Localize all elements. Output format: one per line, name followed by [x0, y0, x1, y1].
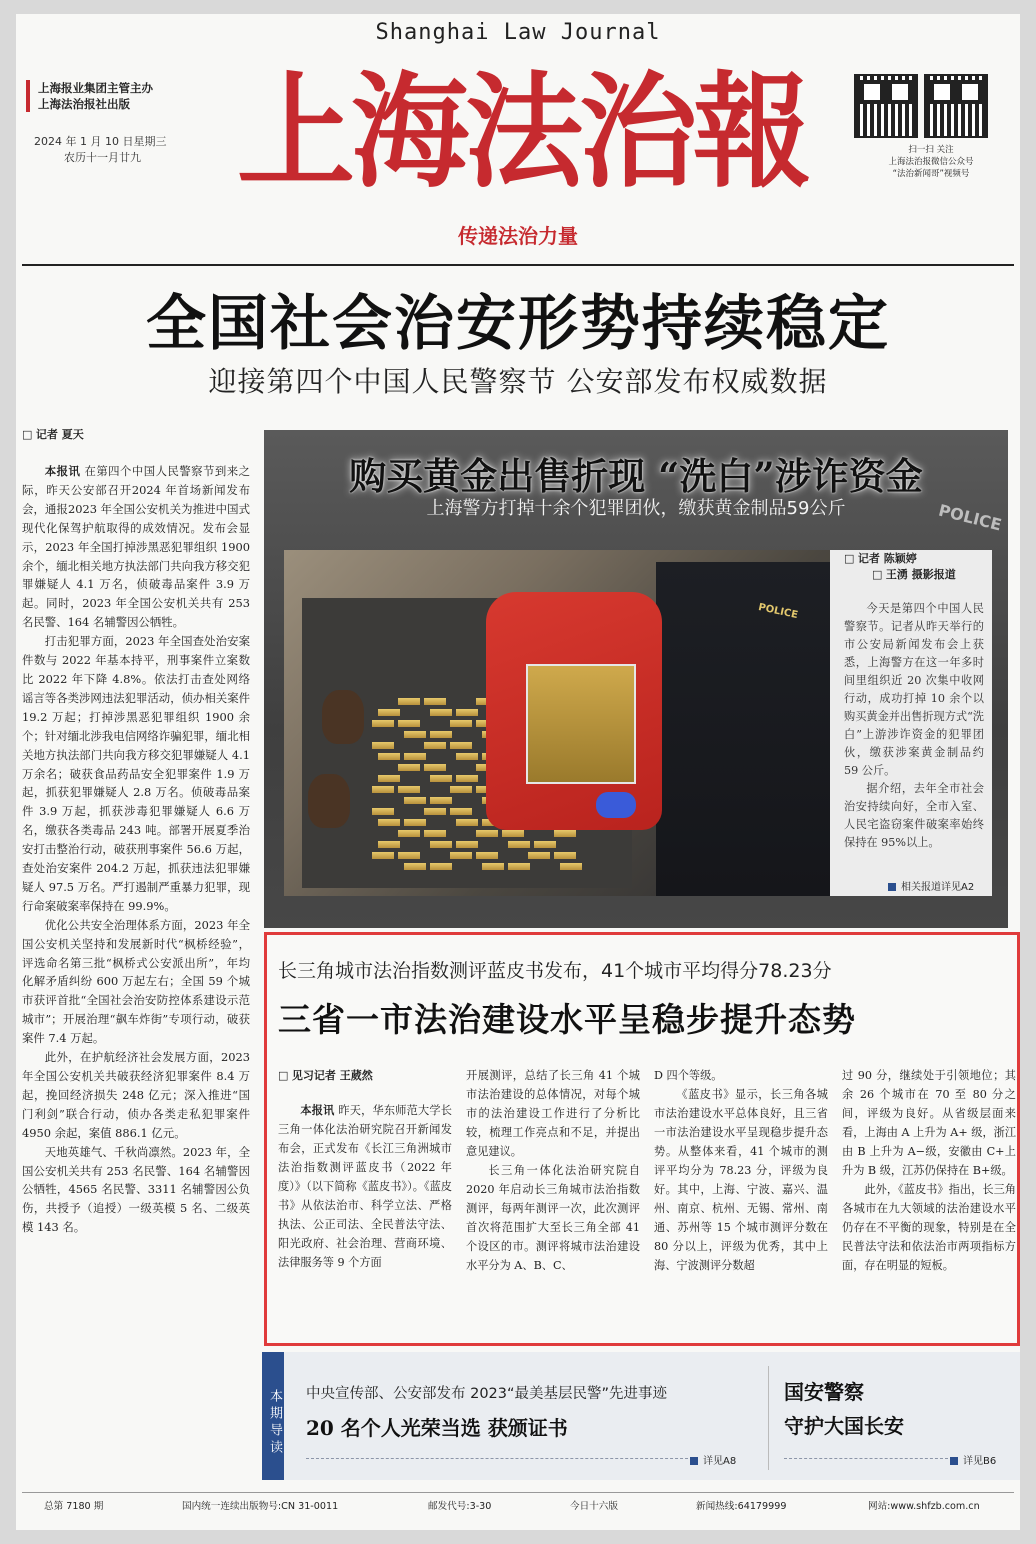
photo-gold-bar — [430, 731, 452, 738]
gold-paragraph-1: 今天是第四个中国人民警察节。记者从昨天举行的市公安局新闻发布会上获悉，上海警方在这一年多时间里组织近 20 次集中收网行动，成功打掉 10 余个以购买黄金并出售折现方式“洗白”上游涉诈资金的犯罪团伙，缴获涉案黄金制品约 59 公斤。 — [844, 602, 984, 777]
police-watermark: POLICE — [936, 500, 1004, 535]
publisher-info — [26, 80, 226, 112]
index-lead-tag: 本报讯 — [300, 1104, 335, 1117]
guide-side-label: 本期导读 — [262, 1352, 284, 1480]
footer-cn-number: 国内统一连续出版物号:CN 31-0011 — [182, 1501, 339, 1512]
photo-gold-bar — [378, 841, 400, 848]
english-title: Shanghai Law Journal — [375, 20, 661, 45]
photo-gold-bar — [404, 753, 426, 760]
wechat-qr-code[interactable] — [854, 74, 918, 138]
photo-gold-bar — [554, 852, 576, 859]
photo-gold-bar — [424, 742, 446, 749]
footer-page-count: 今日十六版 — [570, 1501, 618, 1512]
index-kicker: 长三角城市法治指数测评蓝皮书发布，41个城市平均得分78.23分 — [278, 960, 832, 982]
masthead-slogan: 传递法治力量 — [458, 224, 578, 248]
photo-gold-bar — [534, 841, 556, 848]
guide-right-line-1[interactable]: 国安警察 — [784, 1380, 864, 1404]
index-byline: □ 见习记者 王葳然 — [278, 1066, 452, 1085]
lead-paragraph-text: 在第四个中国人民警察节到来之际，昨天公安部召开2024 年首场新闻发布会，通报2023 年全国公安机关为推进中国式现代化保驾护航取得的成效情况。发布会显示，2023 年全国打掉涉黑恶犯罪组织 1900 余个，缅北相关地方执法部门共向我方移交犯罪嫌疑人 4.1 万名，侦破毒品案件 3.9 万起。同时，2023 年全国公安机关共有 253 名民警、164 名辅警因公牺牲。 — [22, 464, 250, 630]
photo-gold-bar — [456, 753, 478, 760]
photo-gold-bar — [398, 720, 420, 727]
guide-right-rule — [784, 1458, 948, 1459]
photo-gold-bar — [398, 764, 420, 771]
photo-gold-bar — [424, 808, 446, 815]
footer-website[interactable]: 网站:www.shfzb.com.cn — [868, 1501, 980, 1512]
gold-story-column — [844, 550, 984, 852]
lead-story-column — [22, 426, 250, 1237]
photo-gold-bar — [404, 819, 426, 826]
photo-police-bear — [308, 774, 350, 828]
photo-gold-bar — [404, 731, 426, 738]
photo-gold-bar — [456, 819, 478, 826]
index-column-2 — [466, 1066, 640, 1275]
photo-gold-bar — [378, 819, 400, 826]
photo-police-bear — [322, 690, 364, 744]
photo-gold-bar — [430, 775, 452, 782]
index-column-4 — [842, 1066, 1016, 1275]
index-column-4-text-a: 过 90 分，继续处于引领地位；其余 26 个城市在 70 至 80 分之间，评级为良好。从省级层面来看，上海由 A 上升为 A+ 级，浙江由 B 上升为 A−级，安徽由 C+上升为 B 级，江苏仍保持在 B+级。 — [842, 1069, 1017, 1177]
photo-gold-bar — [450, 852, 472, 859]
photo-gold-bar — [424, 764, 446, 771]
masthead-title: 上海法治報 — [236, 58, 807, 205]
lead-tag: 本报讯 — [44, 464, 81, 478]
guide-left-kicker: 中央宣传部、公安部发布 2023“最美基层民警”先进事迹 — [306, 1386, 668, 1402]
lead-subhead: 迎接第四个中国人民警察节 公安部发布权威数据 — [208, 365, 828, 398]
gold-paragraph-2: 据介绍，去年全市社会治安持续向好，全市入室、人民宅盗窃案件破案率始终保持在 95%以上。 — [844, 782, 984, 849]
photo-gold-bar — [560, 863, 582, 870]
photo-gold-bar — [430, 841, 452, 848]
photo-gold-bar — [404, 797, 426, 804]
photo-gold-bar — [378, 709, 400, 716]
photo-gold-bar — [424, 698, 446, 705]
date-info — [34, 134, 166, 166]
index-column-3-text-a: D 四个等级。 — [654, 1069, 723, 1082]
photo-gold-bar — [456, 841, 478, 848]
photo-gold-bar — [372, 786, 394, 793]
guide-left-headline[interactable]: 20 名个人光荣当选 获颁证书 — [306, 1416, 568, 1440]
photo-blue-glove — [596, 792, 636, 818]
gold-subhead: 上海警方打掉十余个犯罪团伙，缴获黄金制品59公斤 — [426, 498, 846, 519]
photo-gold-bar — [476, 852, 498, 859]
index-column-3 — [654, 1066, 828, 1275]
publisher-line-2: 上海法治报社出版 — [38, 97, 130, 111]
lead-paragraph-1 — [22, 462, 250, 632]
publisher-line-1: 上海报业集团主管主办 — [38, 81, 153, 95]
photo-officer — [656, 562, 830, 896]
photo-gold-bar — [430, 863, 452, 870]
qr-caption-line-3: “法治新闻哥”视频号 — [892, 169, 970, 179]
index-column-3-text-b: 《蓝皮书》显示，长三角各城市法治建设水平总体良好，且三省一市法治建设水平呈现稳步提升态势。从整体来看，41 个城市的测评平均分为 78.23 分，评级为良好。其中，上海、宁波、嘉兴、温州、南京、杭州、无锡、常州、南通、苏州等 15 个城市测评分数在 80 分以上，评级为优秀，其中上海、宁波测评分数超 — [654, 1088, 828, 1272]
photo-gold-bar — [398, 698, 420, 705]
photo-gold-bar — [528, 852, 550, 859]
newspaper-page — [16, 14, 1020, 1530]
footer-issue-number: 总第 7180 期 — [44, 1501, 104, 1512]
photo-gold-bar — [398, 852, 420, 859]
photo-gold-bar — [430, 709, 452, 716]
index-headline: 三省一市法治建设水平呈稳步提升态势 — [278, 1000, 856, 1039]
index-story-columns — [278, 1066, 1018, 1326]
qr-caption-line-1: 扫一扫 关注 — [908, 145, 954, 155]
video-qr-code[interactable] — [924, 74, 988, 138]
guide-separator — [768, 1366, 769, 1470]
photo-gold-bar — [482, 863, 504, 870]
masthead-divider — [22, 264, 1014, 266]
photo-gold-bar — [398, 830, 420, 837]
photo-gold-bar — [554, 830, 576, 837]
photo-gold-bar — [398, 786, 420, 793]
photo-gold-bar — [424, 830, 446, 837]
qr-caption — [856, 144, 1006, 180]
photo-gold-bar — [508, 863, 530, 870]
lunar-date: 农历十一月廿九 — [64, 151, 141, 164]
footer-divider — [22, 1492, 1014, 1493]
photo-gold-bar — [430, 797, 452, 804]
photo-gold-bar — [450, 742, 472, 749]
footer-postal-code: 邮发代号:3-30 — [428, 1501, 492, 1512]
photo-bag-gold — [526, 664, 636, 784]
gold-byline-1: □ 记者 陈颖婷 — [844, 550, 984, 566]
gold-byline-2: □ 王湧 摄影报道 — [844, 566, 984, 582]
guide-right-line-2[interactable]: 守护大国长安 — [784, 1414, 904, 1438]
guide-left-ref-link[interactable]: 详见A8 — [690, 1452, 736, 1467]
photo-officer-badge: POLICE — [757, 601, 799, 622]
gold-story-body — [844, 600, 984, 852]
photo-gold-bar — [456, 775, 478, 782]
guide-left-rule — [306, 1458, 698, 1459]
photo-gold-bar — [450, 786, 472, 793]
index-column-4-text-b: 此外，《蓝皮书》指出，长三角各城市在九大领域的法治建设水平仍存在不平衡的现象，特别是在全民普法守法和依法治市两项指标方面，存在明显的短板。 — [842, 1183, 1016, 1272]
photo-gold-bar — [476, 830, 498, 837]
lead-paragraph-4: 此外，在护航经济社会发展方面，2023 年全国公安机关共破获经济犯罪案件 8.4 万起，挽回经济损失 248 亿元；深入推进“国门利剑”联合行动，侦办各类走私犯罪案件 4950 余起，案值 886.1 亿元。 — [22, 1050, 250, 1140]
footer-hotline: 新闻热线:64179999 — [696, 1501, 787, 1512]
photo-gold-bar — [372, 852, 394, 859]
lead-paragraph-2: 打击犯罪方面，2023 年全国查处治安案件数与 2022 年基本持平，刑事案件立案数比 2022 年下降 4.8%。依法打击查处网络谣言等各类涉网违法犯罪活动，侦办相关案件 19.2 万起；打掉涉黑恶犯罪组织 1900 余个；针对缅北涉我电信网络诈骗犯罪，缅北相关地方执法部门共向我方移交犯罪嫌疑人 4.1 万余名；破获食品药品安全犯罪案件 1.9 万起，抓获犯罪嫌疑人 2.8 万名。侦破毒品案件 3.9 万起，抓获涉毒犯罪嫌疑人 6.6 万名，缴获各类毒品 243 吨。部署开展夏季治安打击整治行动，破获刑事案件 56.6 万起，查处治安案件 204.2 万起，抓获违法犯罪嫌疑人 97.5 万名。严打遏制严重暴力犯罪，现行命案破案率保持在 99.9%。 — [22, 634, 250, 913]
issue-date: 2024 年 1 月 10 日星期三 — [34, 135, 167, 148]
lead-story-body — [22, 462, 250, 1237]
gold-related-link[interactable]: 相关报道详见A2 — [888, 878, 974, 893]
gold-headline: 购买黄金出售折现 “洗白”涉诈资金 — [349, 454, 923, 498]
photo-gold-bar — [378, 775, 400, 782]
lead-headline: 全国社会治安形势持续稳定 — [146, 289, 890, 359]
photo-gold-bar — [378, 753, 400, 760]
index-column-1-text: 昨天，华东师范大学长三角一体化法治研究院召开新闻发布会，正式发布《长江三角洲城市法治指数测评蓝皮书（2022 年度）》（以下简称《蓝皮书》）。《蓝皮书》从依法治市、科学立法、严格执法、公正司法、全民普法守法、阳光政府、社会治理、营商环境、法律服务等 9 个方面 — [278, 1104, 452, 1269]
photo-gold-bar — [372, 720, 394, 727]
qr-caption-line-2: 上海法治报微信公众号 — [888, 157, 974, 167]
index-column-1 — [278, 1066, 452, 1272]
photo-gold-bar — [450, 720, 472, 727]
photo-gold-bar — [372, 808, 394, 815]
photo-gold-bar — [372, 742, 394, 749]
photo-gold-bar — [502, 830, 524, 837]
index-column-2-text-a: 开展测评，总结了长三角 41 个城市法治建设的总体情况，对每个城市的法治建设工作进行了分析比较，梳理工作亮点和不足，并提出意见建议。 — [466, 1069, 640, 1158]
photo-gold-bar — [508, 841, 530, 848]
photo-gold-bar — [450, 808, 472, 815]
lead-byline: □ 记者 夏天 — [22, 426, 250, 442]
photo-gold-bar — [404, 863, 426, 870]
lead-paragraph-5: 天地英雄气、千秋尚凛然。2023 年，全国公安机关共有 253 名民警、164 名辅警因公牺牲，4565 名民警、3311 名辅警因公负伤，共授予（追授）一级英模 5 名、二级英模 143 名。 — [22, 1144, 250, 1235]
guide-right-ref-link[interactable]: 详见B6 — [950, 1452, 996, 1467]
index-column-2-text-b: 长三角一体化法治研究院自 2020 年启动长三角城市法治指数测评，每两年测评一次，此次测评首次将范围扩大至长三角全部 41 个设区的市。测评将城市法治建设水平分为 A、B、C、 — [466, 1164, 640, 1272]
lead-paragraph-3: 优化公共安全治理体系方面，2023 年全国公安机关坚持和发展新时代“枫桥经验”，评选命名第三批“枫桥式公安派出所”，年均化解矛盾纠纷 600 万起左右；全国 59 个城市获评首批“全国社会治安防控体系建设示范城市”；开展治理“飙车炸街”专项行动，破获案件 7.4 万起。 — [22, 917, 250, 1046]
photo-gold-bar — [456, 709, 478, 716]
